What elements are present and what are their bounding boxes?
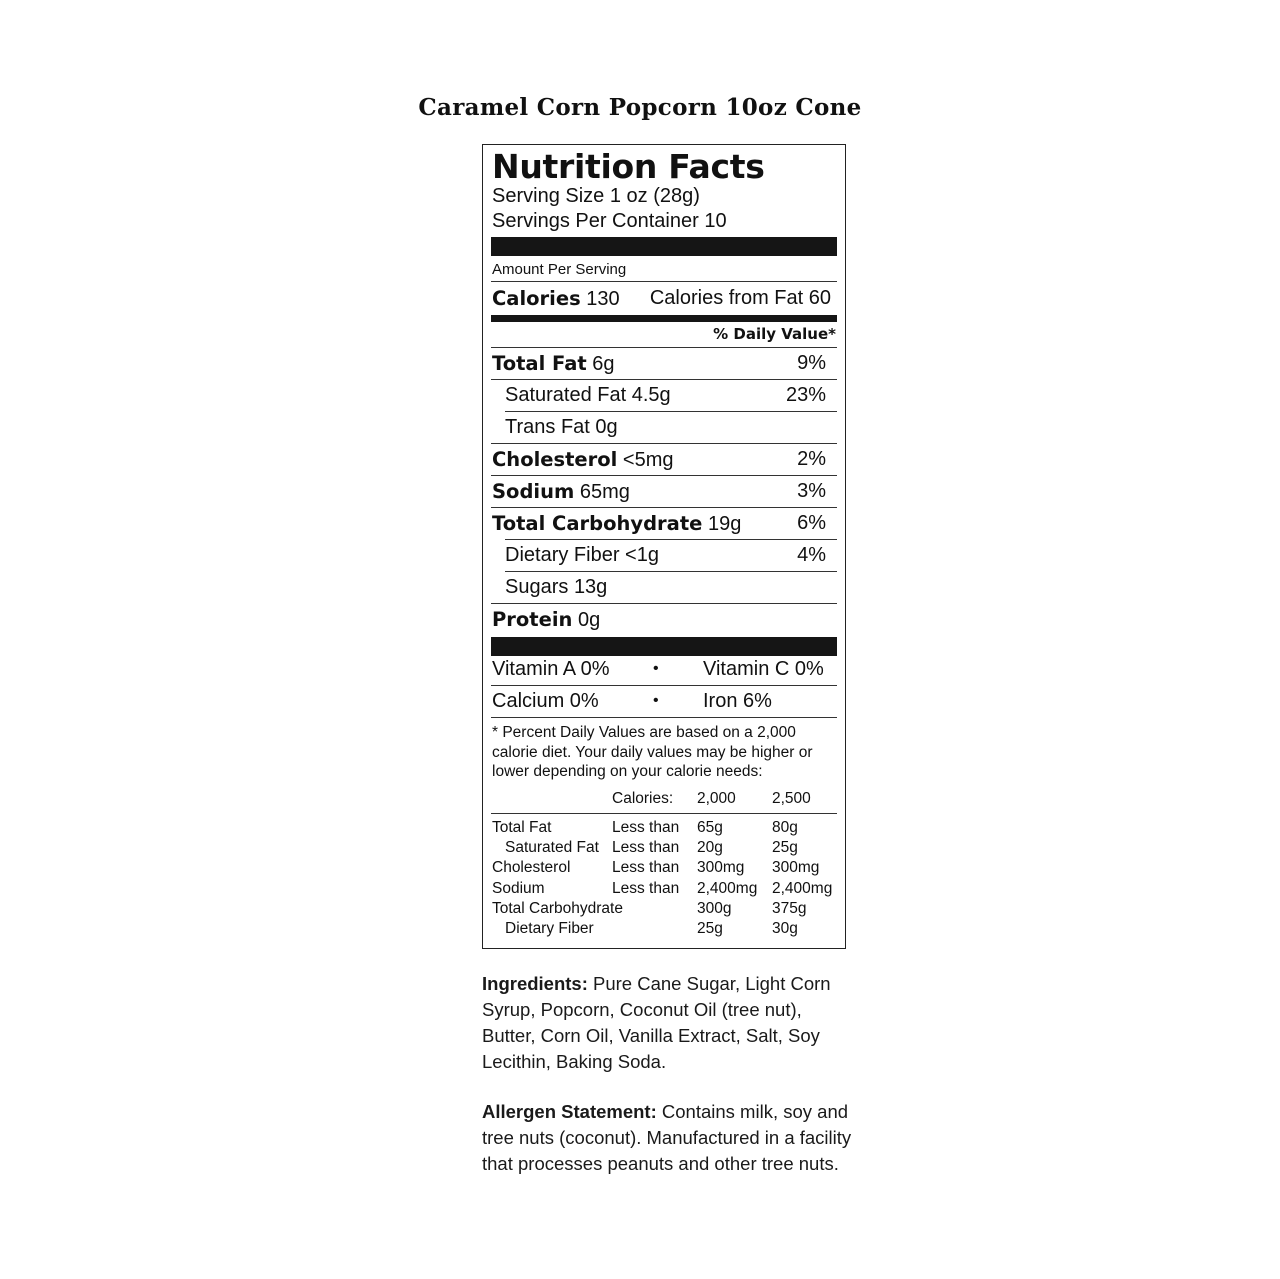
trans-fat-row xyxy=(505,416,618,439)
bullet-separator: • xyxy=(653,660,659,677)
bullet-separator: • xyxy=(653,692,659,709)
nutrient-amount: 65mg xyxy=(579,481,630,503)
dv-table-cell: Dietary Fiber xyxy=(505,920,594,937)
divider xyxy=(491,281,837,282)
nutrient-amount: <5mg xyxy=(622,449,674,471)
dv-table-cell: 375g xyxy=(772,900,807,917)
dv-table-cell: 25g xyxy=(772,839,798,856)
dv-table-cell: Saturated Fat xyxy=(505,839,599,856)
dv-table-cell: Less than xyxy=(612,819,680,836)
sodium-row xyxy=(492,480,630,504)
nutrient-name: Total Fat xyxy=(492,352,587,375)
dv-table-cell: 20g xyxy=(697,839,723,856)
allergen-label: Allergen Statement: xyxy=(482,1101,657,1122)
product-title: Caramel Corn Popcorn 10oz Cone xyxy=(418,94,862,121)
ingredients-text: Pure Cane Sugar, Light Corn Syrup, Popcorn, Coconut Oil (tree nut), Butter, Corn Oil, Vanilla Extract, Salt, Soy Lecithin, Baking Soda. xyxy=(482,973,831,1072)
ingredients-paragraph xyxy=(482,971,854,1075)
dv-table-cell: Less than xyxy=(612,859,680,876)
divider xyxy=(491,717,837,718)
dv-table-2500: 2,500 xyxy=(772,790,811,807)
divider xyxy=(505,571,837,572)
dv-table-cell: 2,400mg xyxy=(697,880,758,897)
total-carbohydrate-row xyxy=(492,512,741,536)
dv-table-cell: 65g xyxy=(697,819,723,836)
thick-divider xyxy=(491,237,837,256)
dv-table-cell: Less than xyxy=(612,839,680,856)
saturated-fat-dv: 23% xyxy=(785,384,826,406)
divider xyxy=(491,347,837,348)
dv-table-cell: Cholesterol xyxy=(492,859,571,876)
nutrition-facts-heading: Nutrition Facts xyxy=(492,147,765,186)
sugars-row xyxy=(505,576,607,599)
daily-value-footnote: * Percent Daily Values are based on a 2,000 calorie diet. Your daily values may be higher or lower depending on your calorie needs: xyxy=(492,724,813,780)
vitamin-c: Vitamin C 0% xyxy=(703,658,824,680)
dv-table-cell: 25g xyxy=(697,920,723,937)
cholesterol-row xyxy=(492,448,674,472)
daily-value-header: % Daily Value* xyxy=(713,325,836,343)
nutrient-name: Trans Fat xyxy=(505,416,590,438)
dv-table-calories-label: Calories: xyxy=(612,790,674,807)
cholesterol-dv: 2% xyxy=(797,448,826,470)
nutrient-name: Cholesterol xyxy=(492,448,618,471)
saturated-fat-row xyxy=(505,384,671,407)
nutrient-name: Sodium xyxy=(492,480,575,503)
nutrient-amount: 19g xyxy=(707,513,742,535)
medium-divider xyxy=(491,315,837,322)
nutrition-facts-label xyxy=(482,144,846,949)
dietary-fiber-row xyxy=(505,544,659,567)
dv-table-2000: 2,000 xyxy=(697,790,736,807)
divider xyxy=(491,443,837,444)
total-fat-dv: 9% xyxy=(797,352,826,374)
nutrient-amount: 0g xyxy=(577,609,601,631)
nutrient-amount: 4.5g xyxy=(631,384,671,406)
divider xyxy=(505,539,837,540)
dv-table-cell: 300g xyxy=(697,900,732,917)
calories-line xyxy=(492,287,620,311)
nutrient-amount: 0g xyxy=(595,416,618,438)
divider xyxy=(491,603,837,604)
dv-table-cell: 300mg xyxy=(772,859,820,876)
protein-row xyxy=(492,608,600,632)
dv-table-cell: 80g xyxy=(772,819,798,836)
dv-table-cell: Total Fat xyxy=(492,819,552,836)
divider xyxy=(505,411,837,412)
sodium-dv: 3% xyxy=(797,480,826,502)
total-fat-row xyxy=(492,352,615,376)
nutrient-name: Protein xyxy=(492,608,573,631)
dv-table-cell: Less than xyxy=(612,880,680,897)
nutrient-amount: 13g xyxy=(573,576,608,598)
nutrient-name: Saturated Fat xyxy=(505,384,627,406)
amount-per-serving: Amount Per Serving xyxy=(492,261,627,278)
nutrient-amount: 6g xyxy=(592,353,615,375)
divider xyxy=(491,475,837,476)
vitamin-a: Vitamin A 0% xyxy=(492,658,610,680)
dietary-fiber-dv: 4% xyxy=(797,544,826,566)
dv-table-cell: Total Carbohydrate xyxy=(492,900,623,917)
dv-table-cell: Sodium xyxy=(492,880,545,897)
dv-table-cell: 2,400mg xyxy=(772,880,833,897)
ingredients-label: Ingredients: xyxy=(482,973,588,994)
servings-per-container: Servings Per Container 10 xyxy=(492,210,727,232)
nutrient-name: Sugars xyxy=(505,576,569,598)
calories-from-fat: Calories from Fat 60 xyxy=(649,287,831,309)
calcium: Calcium 0% xyxy=(492,690,599,712)
calories-value: 130 xyxy=(586,288,620,310)
allergen-text: Contains milk, soy and tree nuts (coconut). Manufactured in a facility that processes peanuts and other tree nuts. xyxy=(482,1101,852,1174)
nutrient-amount: <1g xyxy=(625,544,659,566)
divider xyxy=(491,507,837,508)
dv-table-cell: 300mg xyxy=(697,859,745,876)
divider xyxy=(491,379,837,380)
nutrient-name: Dietary Fiber xyxy=(505,544,620,566)
serving-size: Serving Size 1 oz (28g) xyxy=(492,185,700,207)
dv-table-cell: 30g xyxy=(772,920,798,937)
thick-divider xyxy=(491,637,837,656)
total-carbohydrate-dv: 6% xyxy=(797,512,826,534)
divider xyxy=(491,813,837,814)
divider xyxy=(491,685,837,686)
nutrient-name: Total Carbohydrate xyxy=(492,512,703,535)
allergen-paragraph xyxy=(482,1099,854,1177)
calories-label: Calories xyxy=(492,287,581,310)
iron: Iron 6% xyxy=(703,690,772,712)
